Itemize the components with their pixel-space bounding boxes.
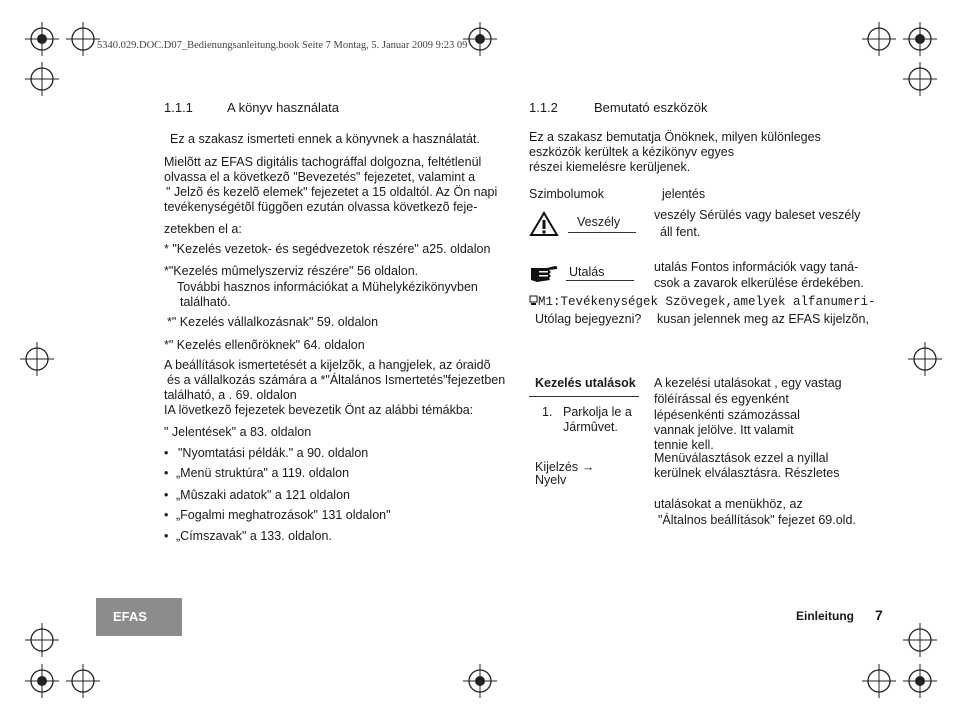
paragraph-line: Ez a szakasz bemutatja Önöknek, milyen különleges <box>529 130 821 144</box>
paragraph-line: utalásokat a menükhöz, az <box>654 497 803 511</box>
display-icon <box>529 295 538 306</box>
divider <box>566 280 634 281</box>
list-item: „Mûszaki adatok" a 121 oldalon <box>176 488 350 502</box>
registration-mark-icon <box>25 664 59 698</box>
paragraph-line: Menüválasztások ezzel a nyillal <box>654 451 829 465</box>
note-description: utalás Fontos információk vagy taná- <box>654 260 859 274</box>
paragraph-line: található, a . 69. oldalon <box>164 388 297 402</box>
registration-mark-icon <box>903 22 937 56</box>
paragraph-line: *" Kezelés vállalkozásnak" 59. oldalon <box>167 315 379 329</box>
registration-mark-icon <box>25 623 59 657</box>
paragraph-line: Mielõtt az EFAS digitális tachográffal dolgozna, feltétlenül <box>164 155 482 169</box>
section-title: A könyv használata <box>227 100 340 115</box>
registration-mark-icon <box>903 664 937 698</box>
paragraph-line: eszközök kerültek a kézikönyv egyes <box>529 145 734 159</box>
registration-mark-icon <box>903 62 937 96</box>
paragraph-line: zetekben el a: <box>164 222 242 236</box>
paragraph-line: IA lövetkezõ fejezetek bevezetik Önt az alábbi témákba: <box>164 403 474 417</box>
warning-description: áll fent. <box>660 225 701 239</box>
registration-mark-icon <box>25 22 59 56</box>
warning-triangle-icon <box>529 211 559 237</box>
paragraph-line: *"Kezelés mûmelyszerviz részére" 56 oldalon. <box>164 264 419 278</box>
running-header: 5340.029.DOC.D07_Bedienungsanleitung.book Seite 7 Montag, 5. Januar 2009 9:23 09 <box>97 40 468 51</box>
registration-mark-icon <box>20 342 54 376</box>
paragraph-line: kerülnek elválasztásra. Részletes <box>654 466 840 480</box>
paragraph-line: olvassa el a következõ "Bevezetés" fejezetet, valamint a <box>164 170 476 184</box>
note-description: csok a zavarok elkerülése érdekében. <box>654 276 864 290</box>
bullet-icon: • <box>164 488 169 502</box>
registration-mark-icon <box>66 22 100 56</box>
paragraph-line: kusan jelennek meg az EFAS kijelzõn, <box>657 312 869 326</box>
footer-brand: EFAS <box>113 609 147 624</box>
paragraph-line: és a vállalkozás számára a *"Általános Ismertetés"fejezetben <box>167 373 506 387</box>
registration-mark-icon <box>66 664 100 698</box>
footer-chapter: Einleitung <box>796 609 854 623</box>
paragraph-line: " Jelentések" a 83. oldalon <box>164 425 312 439</box>
divider <box>529 396 639 397</box>
paragraph-line: tennie kell. <box>654 438 714 452</box>
warning-description: veszély Sérülés vagy baleset veszély <box>654 208 861 222</box>
menu-arrow-icon: → <box>582 460 595 474</box>
step-text: Jármûvet. <box>563 420 618 434</box>
list-item: "Nyomtatási példák." a 90. oldalon <box>178 446 369 460</box>
warning-label: Veszély <box>577 215 621 229</box>
list-item: „Címszavak" a 133. oldalon. <box>176 529 332 543</box>
page-number: 7 <box>875 607 883 623</box>
pointing-hand-icon <box>529 260 559 284</box>
paragraph-line: tevékenységétõl függõen ezután olvassa következõ feje- <box>164 200 478 214</box>
list-item: „Menü struktúra" a 119. oldalon <box>176 466 350 480</box>
registration-mark-icon <box>463 664 497 698</box>
paragraph-line: További hasznos információkat a Mühelykézikönyvben <box>177 280 478 294</box>
operation-hints-title: Kezelés utalások <box>535 376 636 390</box>
paragraph-line: részei kiemelésre kerüljenek. <box>529 160 691 174</box>
paragraph-line: lépésenkénti számozással <box>654 408 800 422</box>
menu-path-item: Nyelv <box>535 473 567 487</box>
note-label: Utalás <box>569 265 605 279</box>
paragraph-line: A beállítások ismertetését a kijelzõk, a hangjelek, az óraidõ <box>164 358 491 372</box>
divider <box>568 232 636 233</box>
paragraph-line: található. <box>180 295 231 309</box>
paragraph-line: *" Kezelés ellenõröknek" 64. oldalon <box>164 338 365 352</box>
paragraph-line: " Jelzõ és kezelõ elemek" fejezetet a 15 oldaltól. Az Ön napi <box>166 185 498 199</box>
display-text-example: M1:Tevékenységek Szövegek,amelyek alfanumeri- <box>538 295 876 309</box>
paragraph-line: A kezelési utalásokat , egy vastag <box>654 376 842 390</box>
paragraph-line: Ez a szakasz ismerteti ennek a könyvnek a használatát. <box>170 132 480 146</box>
registration-mark-icon <box>862 664 896 698</box>
column-header-symbols: Szimbolumok <box>529 187 605 201</box>
registration-mark-icon <box>862 22 896 56</box>
paragraph-line: * "Kezelés vezetok- és segédvezetok részére" a25. oldalon <box>164 242 491 256</box>
section-title: Bemutató eszközök <box>594 100 708 115</box>
list-item: „Fogalmi meghatrozások" 131 oldalon" <box>176 508 391 522</box>
registration-mark-icon <box>25 62 59 96</box>
registration-mark-icon <box>463 22 497 56</box>
paragraph-line: föléírással és egyenként <box>654 392 789 406</box>
column-header-meaning: jelentés <box>662 187 706 201</box>
section-number: 1.1.1 <box>164 100 193 115</box>
bullet-icon: • <box>164 446 169 460</box>
registration-mark-icon <box>908 342 942 376</box>
step-text: Parkolja le a <box>563 405 632 419</box>
step-number: 1. <box>542 405 553 419</box>
menu-path-item: Kijelzés <box>535 460 579 474</box>
paragraph-line: "Általnos beállítások" fejezet 69.old. <box>658 513 856 527</box>
display-text-example: Utólag bejegyezni? <box>535 312 642 326</box>
bullet-icon: • <box>164 508 169 522</box>
bullet-icon: • <box>164 529 169 543</box>
paragraph-line: vannak jelölve. Itt valamit <box>654 423 794 437</box>
registration-mark-icon <box>903 623 937 657</box>
bullet-icon: • <box>164 466 169 480</box>
section-number: 1.1.2 <box>529 100 558 115</box>
